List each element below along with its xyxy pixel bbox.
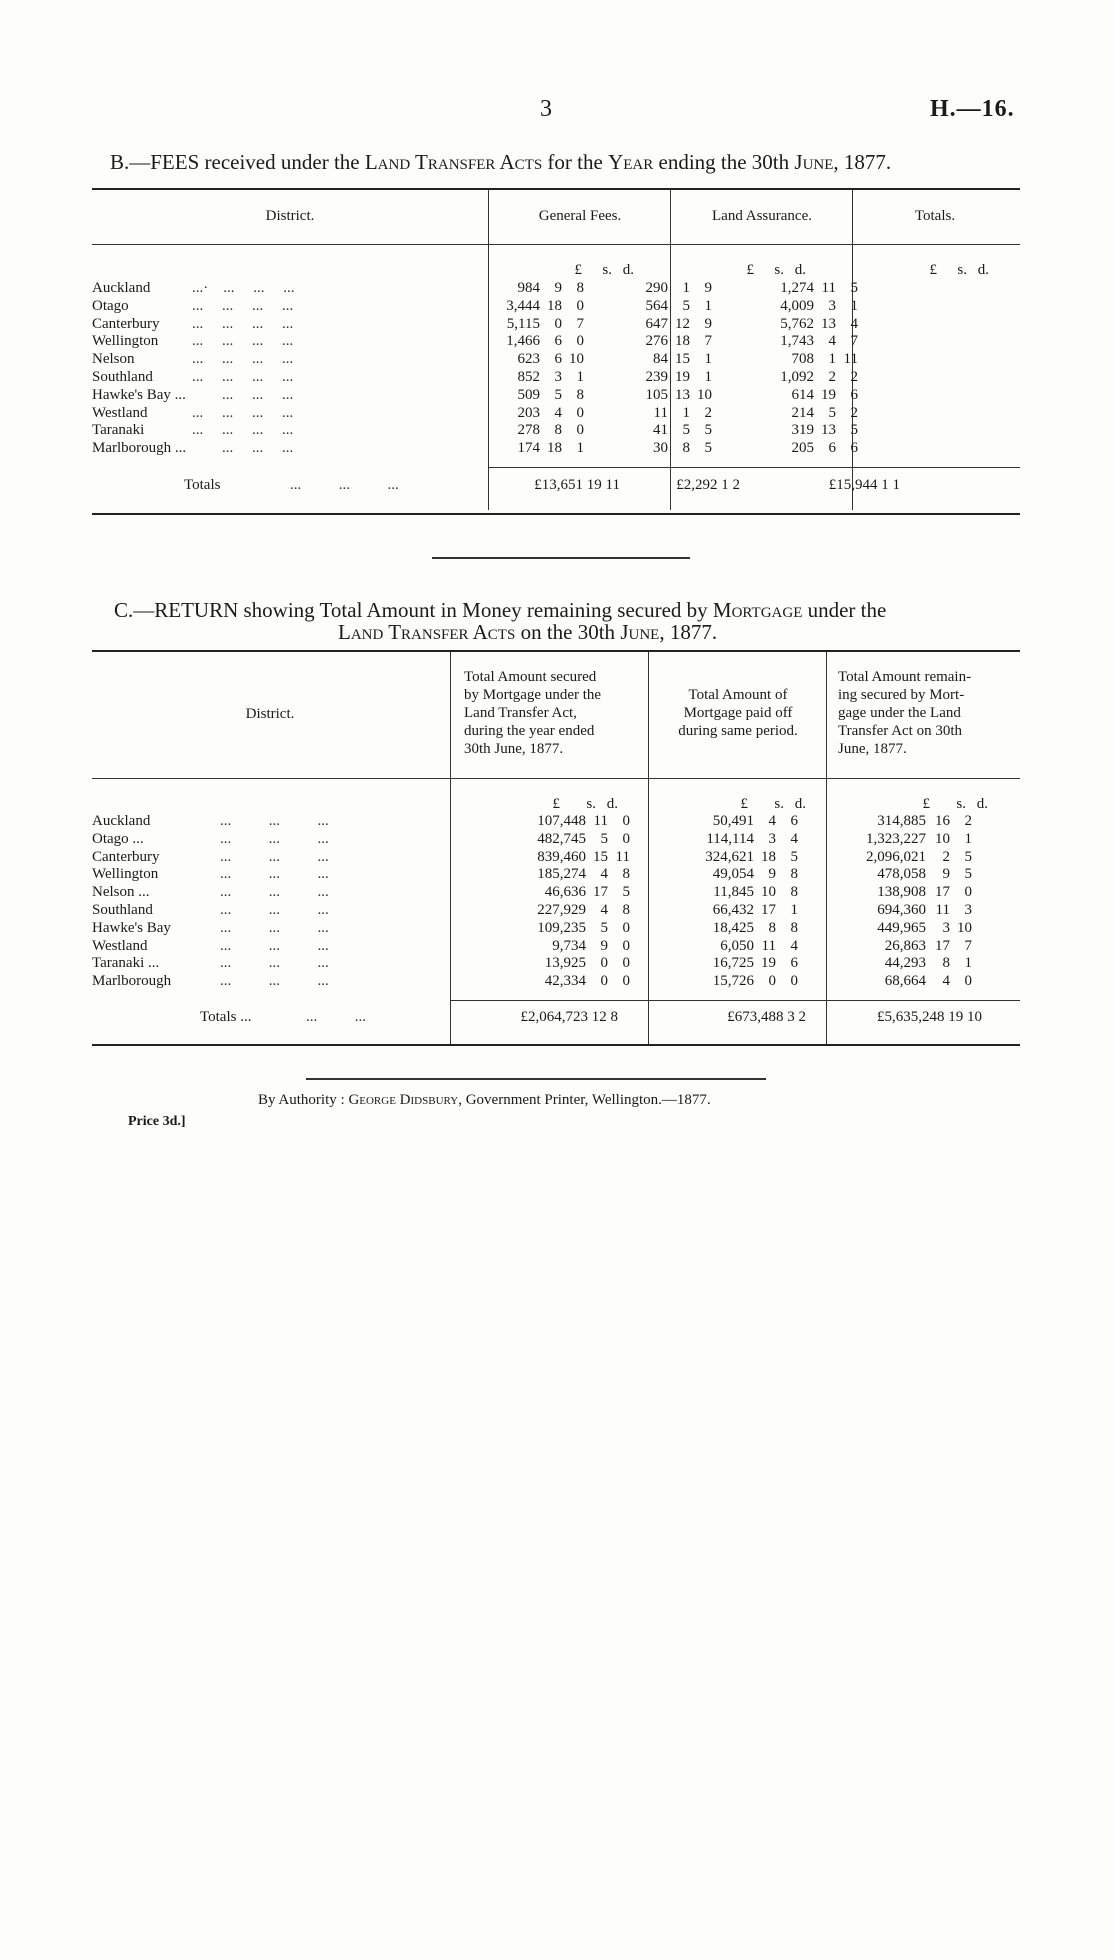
secured-pence: 5 [622, 884, 630, 901]
totals-totals: £15,944 1 1 [828, 477, 900, 493]
leader-dots: ... ... ... [220, 901, 329, 918]
leader-dots: ... ... ... [220, 919, 329, 936]
paid-shillings: 17 [761, 901, 776, 918]
district-name: Marlborough ... [92, 440, 187, 457]
remaining-pence: 1 [964, 830, 972, 847]
paid-pounds: 50,491 [712, 813, 754, 829]
assurance-pounds: 290 [645, 280, 668, 296]
leader-dots: ...· ... ... ... [192, 280, 295, 296]
totals-shillings: 5 [828, 404, 836, 421]
assurance-shillings: 1 [682, 404, 690, 421]
paid-shillings: 11 [761, 937, 776, 954]
remaining-shillings: 16 [935, 813, 950, 829]
remaining-pounds: 68,664 [884, 973, 926, 990]
leader-dots: ... ... ... ... [192, 404, 294, 421]
table-row [92, 369, 858, 387]
leader-dots: ... ... ... ... [192, 422, 294, 439]
totals-paid: £673,488 3 2 [727, 1009, 806, 1025]
remaining-pounds: 2,096,021 [866, 848, 926, 865]
secured-pence: 0 [622, 830, 630, 847]
section-c-units-paid: £ s. d. [740, 796, 806, 812]
section-c-table [92, 813, 972, 991]
district-name: Marlborough [92, 973, 172, 990]
section-c-header-district: District. [245, 706, 295, 722]
assurance-shillings: 18 [675, 333, 690, 350]
section-b-header-rule [92, 244, 1020, 245]
leader-dots: ... ... ... [220, 884, 329, 901]
district-name: Wellington [92, 333, 159, 350]
section-c-header-rule [92, 778, 1020, 779]
remaining-pence: 2 [964, 813, 972, 829]
paid-pence: 8 [790, 866, 798, 883]
general-shillings: 8 [554, 422, 562, 439]
table-row [92, 405, 858, 423]
totals-pounds: 205 [791, 440, 814, 457]
secured-shillings: 17 [593, 884, 608, 901]
section-b-units-totals: £ s. d. [929, 262, 989, 278]
paid-pence: 0 [790, 973, 798, 990]
table-row [92, 866, 972, 884]
remaining-shillings: 4 [942, 973, 950, 990]
secured-pounds: 109,235 [537, 919, 586, 936]
secured-pounds: 9,734 [552, 937, 586, 954]
leader-dots: ... ... ... [220, 848, 329, 865]
secured-pence: 11 [615, 848, 630, 865]
secured-shillings: 15 [593, 848, 608, 865]
section-b-header-assurance: Land Assurance. [712, 208, 812, 224]
totals-shillings: 4 [828, 333, 836, 350]
district-name: Nelson ... [92, 884, 150, 901]
district-name: Taranaki [92, 422, 145, 439]
general-pence: 0 [576, 297, 584, 314]
assurance-pence: 1 [704, 297, 712, 314]
assurance-pounds: 84 [653, 351, 668, 368]
totals-pounds: 708 [791, 351, 814, 368]
general-shillings: 5 [554, 386, 562, 403]
section-c-title-line1: C.—RETURN showing Total Amount in Money remaining secured by Mortgage under the [114, 598, 887, 622]
table-row [92, 884, 972, 902]
secured-pounds: 13,925 [544, 955, 586, 972]
secured-shillings: 4 [600, 866, 608, 883]
paid-pounds: 16,725 [712, 955, 754, 972]
remaining-shillings: 9 [942, 866, 950, 883]
remaining-pounds: 1,323,227 [866, 830, 926, 847]
remaining-pounds: 449,965 [877, 919, 926, 936]
section-c-units-secured: £ s. d. [552, 796, 618, 812]
general-shillings: 4 [554, 404, 562, 421]
paid-pounds: 66,432 [712, 901, 754, 918]
paid-shillings: 3 [768, 830, 776, 847]
secured-pence: 0 [622, 813, 630, 829]
leader-dots: ... ... ... [192, 440, 294, 457]
district-name: Hawke's Bay [92, 919, 171, 936]
table-row [92, 973, 972, 991]
secured-pence: 8 [622, 866, 630, 883]
secured-shillings: 0 [600, 955, 608, 972]
totals-pounds: 5,762 [780, 315, 814, 332]
paid-pence: 1 [790, 901, 798, 918]
section-b-bottom-rule [92, 513, 1020, 515]
section-c-totals-row [92, 1009, 982, 1027]
section-b-totals-row [92, 477, 900, 495]
secured-shillings: 5 [600, 919, 608, 936]
secured-pence: 0 [622, 919, 630, 936]
table-row [92, 280, 858, 298]
remaining-pence: 5 [964, 848, 972, 865]
totals-shillings: 1 [828, 351, 836, 368]
general-shillings: 9 [554, 280, 562, 296]
table-row [92, 316, 858, 334]
document-code: H.—16. [930, 96, 1015, 122]
secured-pence: 0 [622, 955, 630, 972]
paid-pounds: 18,425 [712, 919, 754, 936]
assurance-shillings: 5 [682, 422, 690, 439]
paid-pence: 5 [790, 848, 798, 865]
paid-pence: 6 [790, 955, 798, 972]
footer-authority: By Authority : George Didsbury, Government Printer, Wellington.—1877. [258, 1092, 711, 1108]
remaining-shillings: 10 [935, 830, 950, 847]
section-c-header-remaining: Total Amount remain- ing secured by Mort- gage under the Land Transfer Act on 30th June, 1877. [838, 669, 972, 757]
leader-dots: ... ... ... [220, 955, 329, 972]
assurance-pounds: 564 [645, 297, 668, 314]
section-b-units-assurance: £ s. d. [746, 262, 806, 278]
totals-general: £13,651 19 11 [534, 477, 620, 493]
assurance-pence: 9 [704, 315, 712, 332]
assurance-pounds: 647 [645, 315, 668, 332]
general-pence: 8 [576, 280, 584, 296]
table-row [92, 351, 858, 369]
totals-shillings: 6 [828, 440, 836, 457]
general-shillings: 18 [547, 440, 562, 457]
assurance-pounds: 11 [653, 404, 668, 421]
totals-remaining: £5,635,248 19 10 [877, 1009, 982, 1025]
totals-pence: 2 [850, 404, 858, 421]
assurance-shillings: 8 [682, 440, 690, 457]
leader-dots: ... ... ... ... [192, 333, 294, 350]
table-row [92, 387, 858, 405]
district-name: Canterbury [92, 848, 160, 865]
totals-shillings: 3 [828, 297, 836, 314]
remaining-shillings: 17 [935, 884, 950, 901]
remaining-pence: 0 [964, 884, 972, 901]
paid-pence: 4 [790, 937, 798, 954]
remaining-pence: 0 [964, 973, 972, 990]
remaining-pence: 1 [964, 955, 972, 972]
section-c-title-line2: Land Transfer Acts on the 30th June, 1877. [338, 620, 718, 644]
assurance-pounds: 41 [653, 422, 668, 439]
table-row [92, 298, 858, 316]
district-name: Taranaki ... [92, 955, 160, 972]
totals-label: Totals [184, 477, 221, 493]
paid-pence: 8 [790, 884, 798, 901]
general-pence: 0 [576, 404, 584, 421]
district-name: Southland [92, 901, 153, 918]
district-name: Auckland [92, 280, 151, 296]
general-shillings: 3 [554, 368, 562, 385]
totals-shillings: 13 [821, 315, 836, 332]
district-name: Auckland [92, 813, 151, 829]
totals-pence: 5 [850, 422, 858, 439]
remaining-pounds: 44,293 [884, 955, 926, 972]
section-b-header-totals: Totals. [914, 208, 956, 224]
paid-pence: 6 [790, 813, 798, 829]
assurance-shillings: 12 [675, 315, 690, 332]
section-c-header-secured: Total Amount secured by Mortgage under the Land Transfer Act, during the year ended 30th June, 1877. [464, 669, 602, 757]
secured-pounds: 185,274 [537, 866, 586, 883]
totals-pence: 7 [850, 333, 858, 350]
totals-pounds: 4,009 [780, 297, 814, 314]
paid-shillings: 18 [761, 848, 776, 865]
general-pence: 0 [576, 422, 584, 439]
totals-pounds: 319 [791, 422, 814, 439]
assurance-shillings: 13 [675, 386, 690, 403]
totals-shillings: 2 [828, 368, 836, 385]
district-name: Wellington [92, 866, 159, 883]
district-name: Canterbury [92, 315, 160, 332]
table-row [92, 440, 858, 458]
secured-shillings: 9 [600, 937, 608, 954]
totals-pence: 6 [850, 440, 858, 457]
paid-shillings: 4 [768, 813, 776, 829]
paid-pounds: 49,054 [712, 866, 754, 883]
leader-dots: ... ... ... [192, 386, 294, 403]
secured-shillings: 5 [600, 830, 608, 847]
assurance-pence: 10 [697, 386, 712, 403]
totals-secured: £2,064,723 12 8 [520, 1009, 618, 1025]
section-c-units-remaining: £ s. d. [922, 796, 988, 812]
general-shillings: 0 [554, 315, 562, 332]
general-pence: 10 [569, 351, 584, 368]
general-pence: 7 [576, 315, 584, 332]
assurance-pounds: 239 [645, 368, 668, 385]
table-row [92, 422, 858, 440]
general-pounds: 852 [517, 368, 540, 385]
remaining-shillings: 3 [942, 919, 950, 936]
assurance-shillings: 1 [682, 280, 690, 296]
secured-shillings: 0 [600, 973, 608, 990]
secured-pounds: 107,448 [537, 813, 586, 829]
leader-dots: ... ... ... ... [192, 297, 294, 314]
secured-pence: 8 [622, 901, 630, 918]
section-b-header-general: General Fees. [538, 208, 622, 224]
assurance-pence: 7 [704, 333, 712, 350]
leader-dots: ... ... ... [220, 937, 329, 954]
general-pounds: 1,466 [506, 333, 540, 350]
district-name: Westland [92, 937, 148, 954]
paid-pence: 8 [790, 919, 798, 936]
section-b-title: B.—FEES received under the Land Transfer Acts for the Year ending the 30th June, 1877. [110, 150, 892, 174]
paid-shillings: 10 [761, 884, 776, 901]
secured-shillings: 4 [600, 901, 608, 918]
table-row [92, 920, 972, 938]
totals-shillings: 13 [821, 422, 836, 439]
general-pence: 0 [576, 333, 584, 350]
totals-pence: 5 [850, 280, 858, 296]
section-c-header-paid: Total Amount of Mortgage paid off during same period. [678, 687, 798, 739]
table-row [92, 955, 972, 973]
section-c-bottom-rule [92, 1044, 1020, 1046]
remaining-shillings: 8 [942, 955, 950, 972]
totals-dots: ... ... ... [290, 477, 399, 493]
assurance-shillings: 5 [682, 297, 690, 314]
general-shillings: 18 [547, 297, 562, 314]
leader-dots: ... ... ... ... [192, 315, 294, 332]
paid-pounds: 11,845 [713, 884, 754, 901]
general-pounds: 623 [517, 351, 540, 368]
district-name: Hawke's Bay ... [92, 386, 186, 403]
assurance-pounds: 30 [653, 440, 668, 457]
paid-pounds: 15,726 [712, 973, 754, 990]
table-row [92, 849, 972, 867]
secured-pounds: 839,460 [537, 848, 586, 865]
totals-label: Totals ... [200, 1009, 252, 1025]
general-pounds: 174 [517, 440, 540, 457]
general-pence: 1 [576, 440, 584, 457]
assurance-shillings: 15 [675, 351, 690, 368]
totals-pence: 2 [850, 368, 858, 385]
general-shillings: 6 [554, 351, 562, 368]
remaining-pence: 5 [964, 866, 972, 883]
general-pounds: 3,444 [506, 297, 540, 314]
page-number: 3 [540, 96, 552, 122]
paid-shillings: 8 [768, 919, 776, 936]
general-pounds: 203 [517, 404, 540, 421]
section-b-header-district: District. [265, 208, 315, 224]
table-row [92, 938, 972, 956]
table-row [92, 902, 972, 920]
assurance-pence: 1 [704, 368, 712, 385]
secured-pounds: 46,636 [544, 884, 586, 901]
totals-shillings: 19 [821, 386, 836, 403]
totals-pence: 1 [850, 297, 858, 314]
district-name: Nelson [92, 351, 135, 368]
totals-dots: ... ... [306, 1009, 366, 1025]
footer-rule [306, 1078, 766, 1080]
general-pence: 8 [576, 386, 584, 403]
general-pounds: 278 [517, 422, 540, 439]
leader-dots: ... ... ... [220, 866, 329, 883]
secured-pounds: 42,334 [544, 973, 586, 990]
totals-assurance: £2,292 1 2 [676, 477, 740, 493]
assurance-pence: 5 [704, 440, 712, 457]
section-b-units-general: £ s. d. [574, 262, 634, 278]
section-c-totals-rule [450, 1000, 1020, 1001]
remaining-shillings: 11 [935, 901, 950, 918]
general-pounds: 509 [517, 386, 540, 403]
assurance-pence: 5 [704, 422, 712, 439]
leader-dots: ... ... ... [220, 813, 329, 829]
remaining-pounds: 138,908 [877, 884, 926, 901]
remaining-pounds: 478,058 [877, 866, 926, 883]
secured-pence: 0 [622, 937, 630, 954]
remaining-shillings: 17 [935, 937, 950, 954]
totals-pence: 6 [850, 386, 858, 403]
secured-pounds: 227,929 [537, 901, 586, 918]
assurance-pence: 1 [704, 351, 712, 368]
remaining-pounds: 26,863 [884, 937, 926, 954]
district-name: Westland [92, 404, 148, 421]
leader-dots: ... ... ... ... [192, 368, 294, 385]
assurance-pence: 2 [704, 404, 712, 421]
remaining-pence: 10 [957, 919, 972, 936]
paid-shillings: 19 [761, 955, 776, 972]
general-pence: 1 [576, 368, 584, 385]
district-name: Otago [92, 297, 129, 314]
totals-pounds: 1,743 [780, 333, 814, 350]
remaining-pence: 3 [964, 901, 972, 918]
remaining-shillings: 2 [942, 848, 950, 865]
general-pounds: 984 [517, 280, 540, 296]
assurance-pence: 9 [704, 280, 712, 296]
table-row [92, 333, 858, 351]
section-b-totals-rule [488, 467, 1020, 468]
footer-price: Price 3d.] [128, 1114, 186, 1129]
totals-pounds: 214 [791, 404, 814, 421]
section-separator [432, 557, 690, 559]
general-shillings: 6 [554, 333, 562, 350]
assurance-shillings: 19 [675, 368, 690, 385]
paid-shillings: 9 [768, 866, 776, 883]
leader-dots: ... ... ... [220, 973, 329, 990]
paid-pounds: 6,050 [720, 937, 754, 954]
secured-shillings: 11 [593, 813, 608, 829]
assurance-pounds: 105 [645, 386, 668, 403]
leader-dots: ... ... ... ... [192, 351, 294, 368]
table-row [92, 831, 972, 849]
district-name: Southland [92, 368, 153, 385]
secured-pounds: 482,745 [537, 830, 586, 847]
remaining-pence: 7 [964, 937, 972, 954]
paid-pounds: 324,621 [705, 848, 754, 865]
leader-dots: ... ... ... [220, 830, 329, 847]
general-pounds: 5,115 [506, 315, 540, 332]
remaining-pounds: 694,360 [877, 901, 926, 918]
section-b-top-rule [92, 188, 1020, 190]
assurance-pounds: 276 [645, 333, 668, 350]
section-b-table [92, 280, 858, 458]
district-name: Otago ... [92, 830, 144, 847]
paid-shillings: 0 [768, 973, 776, 990]
totals-pounds: 1,274 [780, 280, 814, 296]
paid-pence: 4 [790, 830, 798, 847]
totals-pounds: 1,092 [780, 368, 814, 385]
secured-pence: 0 [622, 973, 630, 990]
table-row [92, 813, 972, 831]
section-c-top-rule [92, 650, 1020, 652]
totals-shillings: 11 [821, 280, 836, 296]
totals-pence: 4 [850, 315, 858, 332]
remaining-pounds: 314,885 [877, 813, 926, 829]
paid-pounds: 114,114 [706, 830, 754, 847]
totals-pence: 11 [843, 351, 858, 368]
totals-pounds: 614 [791, 386, 814, 403]
